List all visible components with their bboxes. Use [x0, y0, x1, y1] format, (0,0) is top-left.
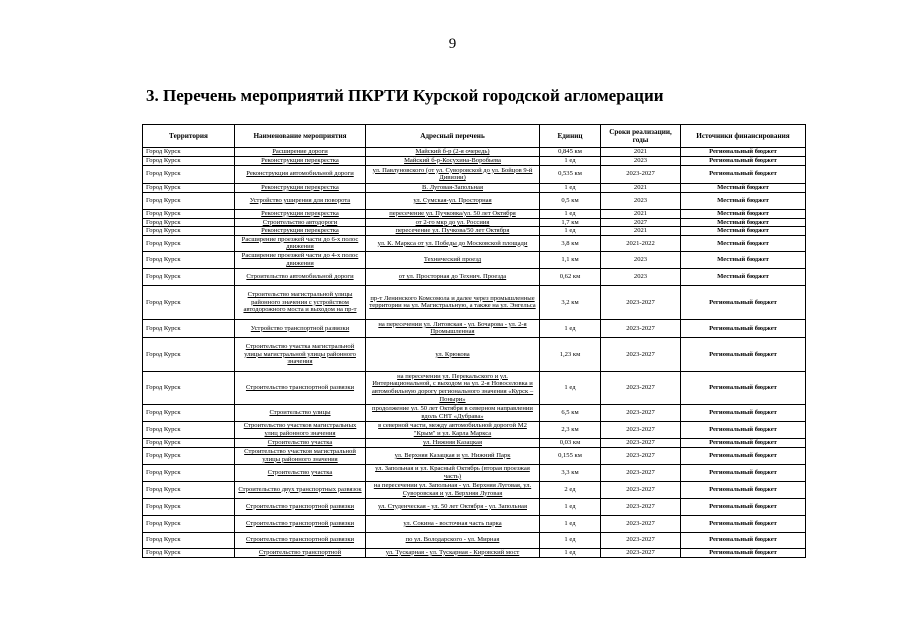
- table-header-row: [143, 125, 806, 148]
- cell-measure: Строительство транспортной развязки: [235, 515, 366, 532]
- cell-measure: Реконструкция перекрестка: [235, 209, 366, 218]
- cell-measure: Устройство уширения для поворота: [235, 192, 366, 209]
- cell-measure: Строительство участка: [235, 438, 366, 447]
- cell-funding: Региональный бюджет: [681, 515, 806, 532]
- cell-territory: Город Курск: [143, 156, 235, 165]
- cell-address: продолжение ул. 50 лет Октября в северном направлении вдоль СНТ «Дубрава»: [366, 404, 540, 421]
- cell-units: 1 ед: [540, 156, 601, 165]
- header-territory: Территория: [143, 125, 235, 148]
- cell-address: ул. Запольная и ул. Красный Октябрь (вторая проезжая часть): [366, 464, 540, 481]
- header-measure: Наименование мероприятия: [235, 125, 366, 148]
- cell-territory: Город Курск: [143, 337, 235, 371]
- cell-measure: Реконструкция перекрестка: [235, 183, 366, 192]
- cell-territory: Город Курск: [143, 371, 235, 404]
- cell-funding: Региональный бюджет: [681, 404, 806, 421]
- table-row: [143, 371, 806, 404]
- cell-deadline: 2023-2027: [601, 319, 681, 337]
- header-units: Единиц: [540, 125, 601, 148]
- cell-deadline: 2023-2027: [601, 421, 681, 438]
- cell-territory: Город Курск: [143, 464, 235, 481]
- table-row: [143, 404, 806, 421]
- cell-units: 0,5 км: [540, 192, 601, 209]
- cell-territory: Город Курск: [143, 532, 235, 548]
- cell-territory: Город Курск: [143, 183, 235, 192]
- table-row: [143, 447, 806, 464]
- cell-measure: Строительство автодороги: [235, 218, 366, 227]
- cell-address: В. Луговая-Запольная: [366, 183, 540, 192]
- cell-territory: Город Курск: [143, 148, 235, 157]
- cell-territory: Город Курск: [143, 498, 235, 515]
- table-row: [143, 438, 806, 447]
- cell-funding: Региональный бюджет: [681, 156, 806, 165]
- cell-territory: Город Курск: [143, 235, 235, 251]
- cell-territory: Город Курск: [143, 404, 235, 421]
- cell-deadline: 2023-2027: [601, 438, 681, 447]
- cell-deadline: 2023-2027: [601, 447, 681, 464]
- cell-address: пересечение ул. Пучкова/50 лет Октября: [366, 227, 540, 236]
- cell-units: 6,5 км: [540, 404, 601, 421]
- cell-territory: Город Курск: [143, 285, 235, 319]
- cell-territory: Город Курск: [143, 438, 235, 447]
- cell-deadline: 2027: [601, 218, 681, 227]
- cell-units: 0,845 км: [540, 148, 601, 157]
- table-row: [143, 148, 806, 157]
- cell-measure: Реконструкция автомобильной дороги: [235, 165, 366, 183]
- cell-measure: Строительство магистральной улицы районного значения с устройством автодорожного моста и выходом на пр-т: [235, 285, 366, 319]
- cell-funding: Региональный бюджет: [681, 337, 806, 371]
- cell-funding: Региональный бюджет: [681, 371, 806, 404]
- table-row: [143, 481, 806, 498]
- cell-units: 2,3 км: [540, 421, 601, 438]
- cell-deadline: 2023-2027: [601, 337, 681, 371]
- cell-measure: Расширение проезжей части до 4-х полос движения: [235, 251, 366, 268]
- cell-units: 0,155 км: [540, 447, 601, 464]
- cell-units: 1 ед: [540, 371, 601, 404]
- cell-units: 3,2 км: [540, 285, 601, 319]
- table-row: [143, 227, 806, 236]
- cell-territory: Город Курск: [143, 192, 235, 209]
- cell-deadline: 2023: [601, 156, 681, 165]
- cell-measure: Устройство транспортной развязки: [235, 319, 366, 337]
- cell-funding: Региональный бюджет: [681, 319, 806, 337]
- cell-address: ул. Крюкова: [366, 337, 540, 371]
- cell-measure: Строительство транспортной развязки: [235, 498, 366, 515]
- cell-units: 3,3 км: [540, 464, 601, 481]
- header-address: Адресный перечень: [366, 125, 540, 148]
- cell-measure: Строительство транспортной: [235, 548, 366, 557]
- cell-funding: Региональный бюджет: [681, 481, 806, 498]
- cell-address: Технический проезд: [366, 251, 540, 268]
- table-row: [143, 285, 806, 319]
- cell-address: в северной части, между автомобильной дорогой М2 "Крым" и ул. Карла Маркса: [366, 421, 540, 438]
- cell-deadline: 2023-2027: [601, 285, 681, 319]
- cell-measure: Реконструкция перекрестка: [235, 227, 366, 236]
- cell-territory: Город Курск: [143, 515, 235, 532]
- cell-funding: Местный бюджет: [681, 218, 806, 227]
- cell-deadline: 2023: [601, 192, 681, 209]
- cell-territory: Город Курск: [143, 165, 235, 183]
- cell-address: от ул. Просторная до Технич. Проезда: [366, 268, 540, 285]
- cell-territory: Город Курск: [143, 209, 235, 218]
- cell-funding: Местный бюджет: [681, 268, 806, 285]
- cell-units: 1 ед: [540, 209, 601, 218]
- cell-funding: Местный бюджет: [681, 183, 806, 192]
- cell-measure: Строительство участка: [235, 464, 366, 481]
- cell-territory: Город Курск: [143, 447, 235, 464]
- cell-address: ул. Студенческая - ул. 50 лет Октября - ул. Запольная: [366, 498, 540, 515]
- cell-funding: Региональный бюджет: [681, 464, 806, 481]
- cell-address: ул. Нижняя Казацкая: [366, 438, 540, 447]
- cell-funding: Региональный бюджет: [681, 148, 806, 157]
- cell-measure: Строительство участков магистральной улицы районного значения: [235, 447, 366, 464]
- cell-units: 1,7 км: [540, 218, 601, 227]
- cell-address: ул. Тускарная - ул. Тускарная - Кировский мост: [366, 548, 540, 557]
- table-row: [143, 464, 806, 481]
- cell-territory: Город Курск: [143, 218, 235, 227]
- table-row: [143, 235, 806, 251]
- cell-address: на пересечении ул. Литовская - ул. Бочарова - ул. 2-я Промышленная: [366, 319, 540, 337]
- cell-units: 3,8 км: [540, 235, 601, 251]
- cell-units: 1,1 км: [540, 251, 601, 268]
- cell-territory: Город Курск: [143, 421, 235, 438]
- cell-address: ул. Павлуновского (от ул. Суворовской до ул. Бойцов 9-й Дивизии): [366, 165, 540, 183]
- cell-deadline: 2023-2027: [601, 548, 681, 557]
- cell-funding: Местный бюджет: [681, 209, 806, 218]
- table-row: [143, 532, 806, 548]
- table-row: [143, 165, 806, 183]
- cell-units: 1 ед: [540, 498, 601, 515]
- header-deadline: Сроки реализации, годы: [601, 125, 681, 148]
- cell-funding: Местный бюджет: [681, 235, 806, 251]
- header-funding: Источники финансирования: [681, 125, 806, 148]
- cell-territory: Город Курск: [143, 227, 235, 236]
- cell-address: на пересечении ул. Запольная - ул. Верхняя Луговая, ул. Суворовская и ул. Верхняя Луговая: [366, 481, 540, 498]
- table-row: [143, 319, 806, 337]
- table-row: [143, 421, 806, 438]
- cell-funding: Местный бюджет: [681, 192, 806, 209]
- table-row: [143, 218, 806, 227]
- cell-funding: Местный бюджет: [681, 227, 806, 236]
- cell-deadline: 2023-2027: [601, 515, 681, 532]
- cell-measure: Строительство улицы: [235, 404, 366, 421]
- cell-territory: Город Курск: [143, 548, 235, 557]
- cell-territory: Город Курск: [143, 319, 235, 337]
- cell-units: 2 ед: [540, 481, 601, 498]
- cell-units: 1 ед: [540, 532, 601, 548]
- table-row: [143, 337, 806, 371]
- cell-units: 1 ед: [540, 515, 601, 532]
- cell-measure: Строительство участка магистральной улицы магистральной улицы районного значения: [235, 337, 366, 371]
- cell-funding: Региональный бюджет: [681, 421, 806, 438]
- cell-deadline: 2023-2027: [601, 498, 681, 515]
- page-number: 9: [448, 36, 457, 52]
- cell-measure: Расширение дороги: [235, 148, 366, 157]
- cell-units: 1 ед: [540, 227, 601, 236]
- cell-address: на пересечении ул. Перекальского и ул. Интернациональной, с выходом на ул. 2-я Новоселовка и автомобильную дорогу регионального значения «Курск – Поныри»: [366, 371, 540, 404]
- cell-deadline: 2023: [601, 268, 681, 285]
- cell-units: 1 ед: [540, 183, 601, 192]
- cell-address: пр-т Ленинского Комсомола и далее через промышленные территории на ул. Магистральную, а также на ул. Энгельса: [366, 285, 540, 319]
- cell-deadline: 2023-2027: [601, 464, 681, 481]
- cell-deadline: 2023-2027: [601, 165, 681, 183]
- cell-units: 1,23 км: [540, 337, 601, 371]
- cell-funding: Региональный бюджет: [681, 532, 806, 548]
- table-row: [143, 183, 806, 192]
- cell-measure: Расширение проезжей части до 6-х полос движения: [235, 235, 366, 251]
- cell-territory: Город Курск: [143, 251, 235, 268]
- cell-funding: Региональный бюджет: [681, 498, 806, 515]
- table-row: [143, 268, 806, 285]
- measures-table: [142, 124, 806, 558]
- cell-measure: Строительство автомобильной дороги: [235, 268, 366, 285]
- cell-units: 1 ед: [540, 548, 601, 557]
- cell-territory: Город Курск: [143, 268, 235, 285]
- cell-deadline: 2021: [601, 183, 681, 192]
- table-row: [143, 156, 806, 165]
- cell-funding: Региональный бюджет: [681, 438, 806, 447]
- cell-address: ул. Сокина - восточная часть парка: [366, 515, 540, 532]
- cell-deadline: 2023-2027: [601, 481, 681, 498]
- cell-address: ул. К. Маркса от ул. Победы до Московской площади: [366, 235, 540, 251]
- cell-deadline: 2023-2027: [601, 404, 681, 421]
- cell-funding: Региональный бюджет: [681, 285, 806, 319]
- cell-deadline: 2023-2027: [601, 532, 681, 548]
- cell-funding: Региональный бюджет: [681, 548, 806, 557]
- cell-territory: Город Курск: [143, 481, 235, 498]
- cell-units: 0,03 км: [540, 438, 601, 447]
- table-row: [143, 498, 806, 515]
- cell-deadline: 2021-2022: [601, 235, 681, 251]
- cell-deadline: 2021: [601, 148, 681, 157]
- cell-address: ул. Верхняя Казацкая и ул. Нижний Парк: [366, 447, 540, 464]
- cell-measure: Строительство транспортной развязки: [235, 532, 366, 548]
- cell-funding: Региональный бюджет: [681, 165, 806, 183]
- cell-address: Майский б-р (2-я очередь): [366, 148, 540, 157]
- cell-funding: Региональный бюджет: [681, 447, 806, 464]
- cell-address: от 2-го мкр до ул. Россиия: [366, 218, 540, 227]
- cell-deadline: 2021: [601, 227, 681, 236]
- table-row: [143, 548, 806, 557]
- section-title: 3. Перечень мероприятий ПКРТИ Курской городской агломерации: [146, 86, 664, 105]
- table-row: [143, 515, 806, 532]
- cell-deadline: 2023-2027: [601, 371, 681, 404]
- cell-address: пересечение ул. Пучковка/ул. 50 лет Октября: [366, 209, 540, 218]
- cell-measure: Реконструкция перекрестка: [235, 156, 366, 165]
- cell-measure: Строительство двух транспортных развязок: [235, 481, 366, 498]
- table-row: [143, 192, 806, 209]
- cell-address: Майский б-р-Косухина-Воробьева: [366, 156, 540, 165]
- cell-address: ул. Сумская-ул. Просторная: [366, 192, 540, 209]
- cell-deadline: 2021: [601, 209, 681, 218]
- table-row: [143, 251, 806, 268]
- cell-funding: Местный бюджет: [681, 251, 806, 268]
- cell-deadline: 2023: [601, 251, 681, 268]
- cell-address: по ул. Володарского - ул. Мирная: [366, 532, 540, 548]
- cell-measure: Строительство транспортной развязки: [235, 371, 366, 404]
- cell-units: 0,535 км: [540, 165, 601, 183]
- cell-measure: Строительство участков магистральных улиц районного значения: [235, 421, 366, 438]
- cell-units: 1 ед: [540, 319, 601, 337]
- cell-units: 0,62 км: [540, 268, 601, 285]
- table-row: [143, 209, 806, 218]
